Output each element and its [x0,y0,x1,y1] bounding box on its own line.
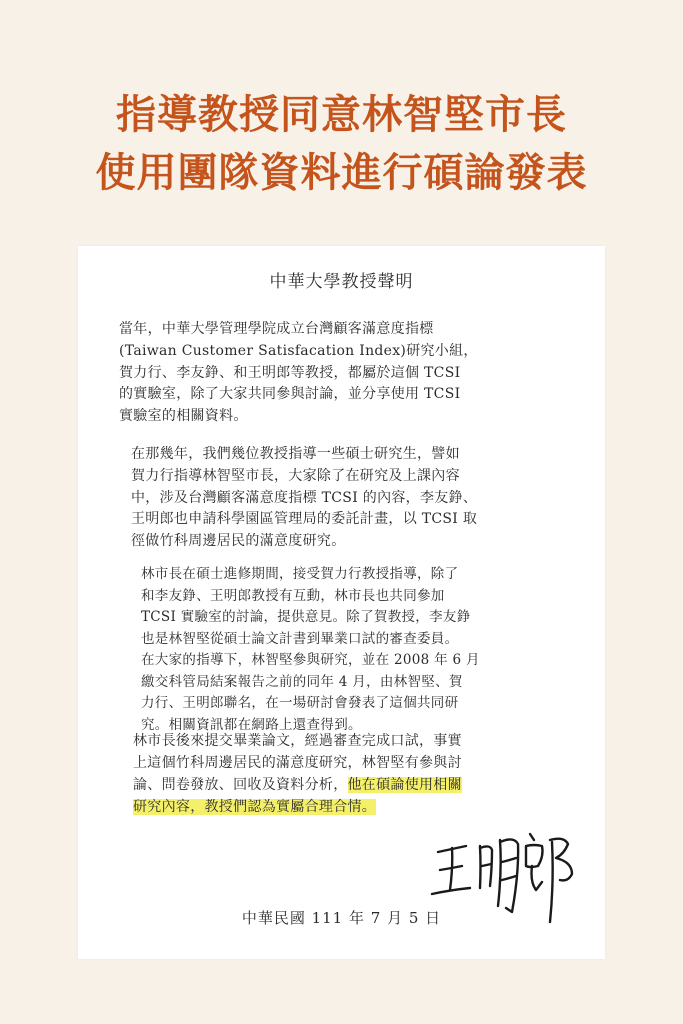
document-title: 中華大學教授聲明 [269,272,414,292]
statement-document [78,246,605,959]
paragraph-1: 當年，中華大學管理學院成立台灣顧客滿意度指標 (Taiwan Customer Satisfacation Index)研究小組， 賀力行、李友錚、和王明郎等教授，都屬於這個 TCSI 的實驗室，除了大家共同參與討論，並分享使用 TCSI 實驗室的相關資料。 [119,321,478,425]
highlighted-text-2: 研究內容，教授們認為實屬合理合情。 [133,799,377,815]
headline-line-1: 指導教授同意林智堅市長 [116,92,567,138]
highlighted-text: 他在碩論使用相關 [347,777,462,793]
headline [0,86,683,202]
headline-line-2: 使用團隊資料進行碩論發表 [95,150,588,196]
paragraph-4-text: 林市長後來提交畢業論文，經過審查完成口試，事實 上這個竹科周邊居民的滿意度研究，林智堅有參與討 論、問卷發放、回收及資料分析， [133,733,462,793]
statement-date: 中華民國 111 年 7 月 5 日 [241,909,442,927]
paragraph-4 [133,730,581,818]
paragraph-2: 在那幾年，我們幾位教授指導一些碩士研究生，譬如 賀力行指導林智堅市長，大家除了在研究及上課內容 中，涉及台灣顧客滿意度指標 TCSI 的內容，李友錚、 王明郎也申請科學園區管理局的委託計畫，以 TCSI 取 徑做竹科周邊居民的滿意度研究。 [131,446,478,550]
paragraph-3: 林市長在碩士進修期間，接受賀力行教授指導，除了 和李友錚、王明郎教授有互動，林市長也共同參加 TCSI 實驗室的討論，提供意見。除了賀教授，李友錚 也是林智堅從碩士論文計書到畢業口試的審查委員。 在大家的指導下，林智堅參與研究，並在 2008 年 6 月 繳交科管局結案報告之前的同年 4 月，由林智堅、賀 力行、王明郎聯名，在一場研討會發表了這個共同研 究。相關資訊都在網路上還查得到。 [141,566,480,733]
